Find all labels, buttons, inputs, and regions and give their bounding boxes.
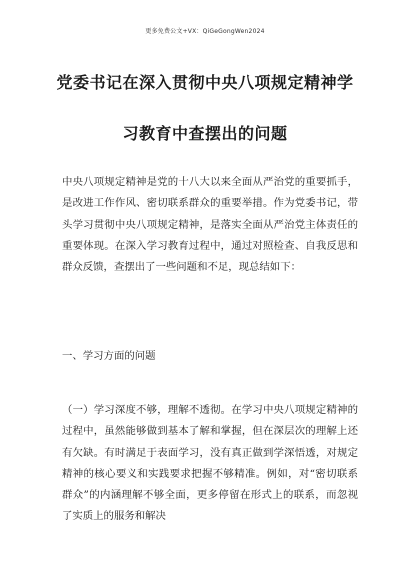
section-1-heading: 一、学习方面的问题: [62, 350, 156, 362]
header-note: 更多免费公文+VX：QiGeGongWen2024: [145, 28, 265, 35]
document-title-line-2: 习教育中查摆出的问题: [122, 124, 288, 143]
intro-paragraph: 中央八项规定精神是党的十八大以来全面从严治党的重要抓手，是改进工作作风、密切联系群众的重要举措。作为党委书记，带头学习贯彻中央八项规定精神，是落实全面从严治党主体责任的重要体现。在深入学习教育过程中，通过对照检查、自我反思和群众反馈，查摆出了一些问题和不足，现总结如下：: [62, 176, 358, 274]
document-title-line-1: 党委书记在深入贯彻中央八项规定精神学: [56, 73, 354, 92]
section-1-item-1-paragraph: （一）学习深度不够，理解不透彻。在学习中央八项规定精神的过程中，虽然能够做到基本了解和掌握，但在深层次的理解上还有欠缺。有时满足于表面学习，没有真正做到学深悟透，对规定精神的核心要义和实践要求把握不够精准。例如，对“密切联系群众”的内涵理解不够全面，更多停留在形式上的联系，而忽视了实质上的服务和解决: [62, 404, 358, 523]
